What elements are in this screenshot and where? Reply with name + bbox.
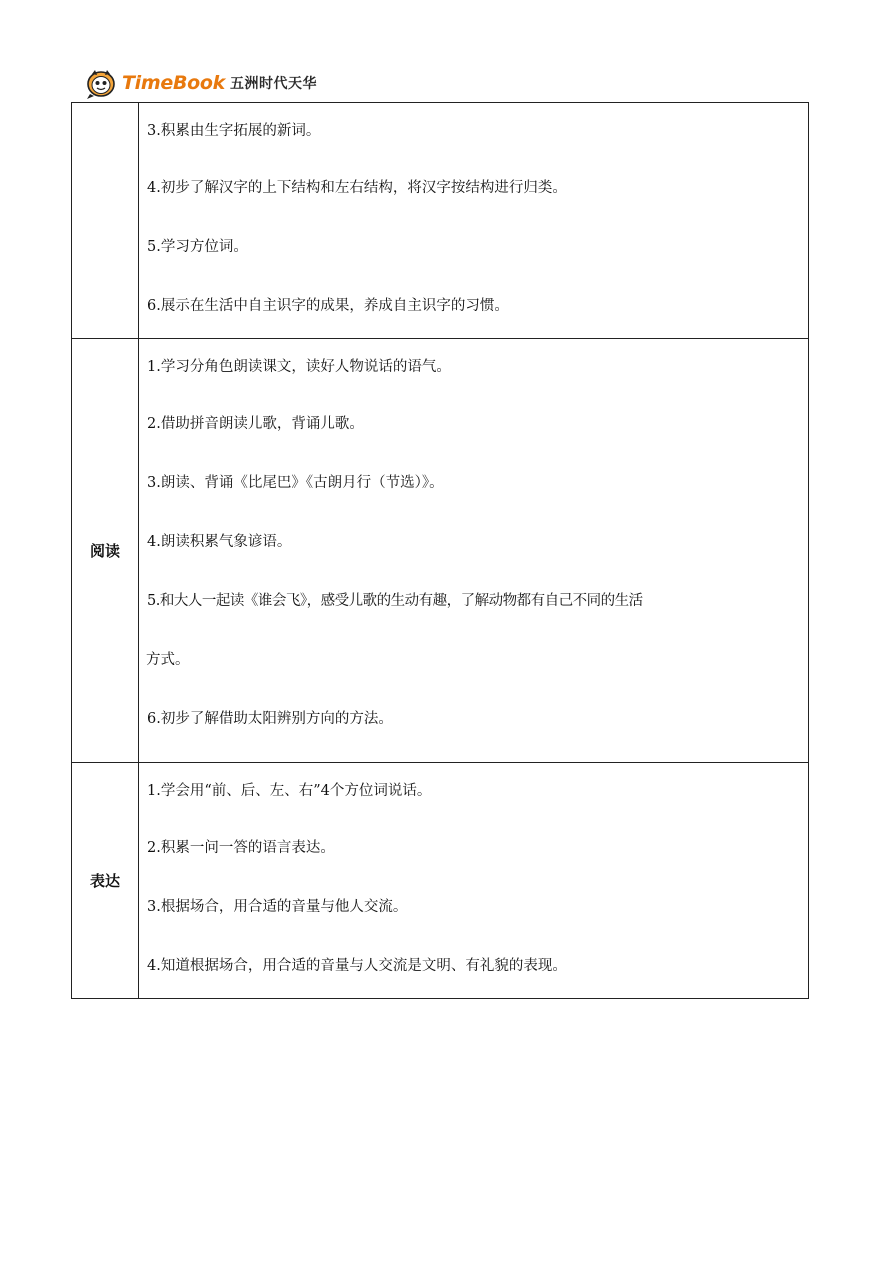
row-label xyxy=(72,103,139,339)
table-row-expression xyxy=(72,763,809,999)
list-item: 2.借助拼音朗读儿歌，背诵儿歌。 xyxy=(147,416,364,432)
list-item: 4.知道根据场合，用合适的音量与人交流是文明、有礼貌的表现。 xyxy=(147,958,567,974)
row-label: 阅读 xyxy=(72,339,139,763)
curriculum-table xyxy=(71,102,809,999)
list-item: 4.初步了解汉字的上下结构和左右结构，将汉字按结构进行归类。 xyxy=(147,180,567,196)
table-row-reading xyxy=(72,339,809,763)
brand-name-chinese: 五洲时代天华 xyxy=(229,76,317,92)
list-item: 2.积累一问一答的语言表达。 xyxy=(147,840,335,856)
page-header xyxy=(84,64,317,102)
row-content xyxy=(139,339,809,763)
list-item: 方式。 xyxy=(146,652,190,668)
list-item: 1.学习分角色朗读课文，读好人物说话的语气。 xyxy=(147,359,451,375)
list-item: 3.积累由生字拓展的新词。 xyxy=(147,123,321,139)
list-item: 5.学习方位词。 xyxy=(147,239,248,255)
list-item: 5.和大人一起读《谁会飞》，感受儿歌的生动有趣，了解动物都有自己不同的生活 xyxy=(147,593,643,609)
timebook-logo-icon xyxy=(84,66,118,100)
row-content xyxy=(139,103,809,339)
row-label: 表达 xyxy=(72,763,139,999)
brand-name: TimeBook xyxy=(122,72,225,94)
list-item: 6.展示在生活中自主识字的成果，养成自主识字的习惯。 xyxy=(147,298,509,314)
table-row-literacy xyxy=(72,103,809,339)
row-content xyxy=(139,763,809,999)
list-item: 1.学会用“前、后、左、右”4个方位词说话。 xyxy=(147,783,432,799)
list-item: 3.朗读、背诵《比尾巴》《古朗月行（节选）》。 xyxy=(147,475,444,491)
list-item: 4.朗读积累气象谚语。 xyxy=(147,534,292,550)
list-item: 6.初步了解借助太阳辨别方向的方法。 xyxy=(147,711,393,727)
list-item: 3.根据场合，用合适的音量与他人交流。 xyxy=(147,899,408,915)
